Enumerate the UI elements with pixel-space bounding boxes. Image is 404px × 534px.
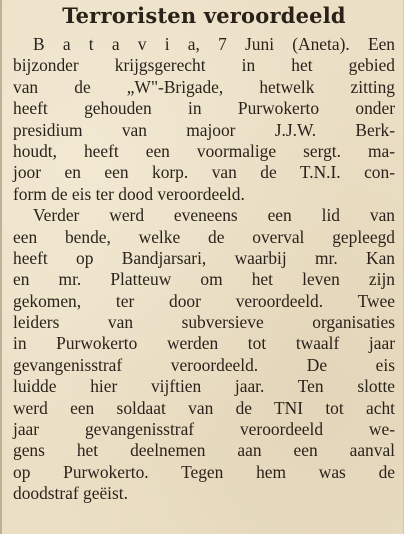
text-line: op Purwokerto. Tegen hem was de	[13, 461, 395, 482]
text-line: bijzonder krijgsgerecht in het gebied	[13, 55, 395, 76]
text-line: presidium van majoor J.J.W. Berk-	[13, 119, 395, 140]
text-line: heeft op Bandjarsari, waarbij mr. Kan	[13, 247, 395, 268]
paragraph-2	[13, 205, 395, 504]
text-line: leiders van subversieve organisaties	[13, 312, 395, 333]
text-line: houdt, heeft een voormalige sergt. ma-	[13, 140, 395, 161]
text-line: gens het deelnemen aan een aanval	[13, 440, 395, 461]
text-line: doodstraf geëist.	[13, 483, 128, 504]
text-line: Verder werd eveneens een lid van	[33, 205, 395, 226]
text-line: joor en een korp. van de T.N.I. con-	[13, 162, 395, 183]
text-line: heeft gehouden in Purwokerto onder	[13, 98, 395, 119]
text-line: in Purwokerto werden tot twaalf jaar	[13, 333, 395, 354]
text-line: B a t a v i a, 7 Juni (Aneta). Een	[33, 34, 395, 54]
article-body	[13, 34, 395, 505]
text-line: gevangenisstraf veroordeeld. De eis	[13, 354, 395, 375]
text-line: gekomen, ter door veroordeeld. Twee	[13, 290, 395, 311]
text-line: werd een soldaat van de TNI tot acht	[13, 397, 395, 418]
headline: Terroristen veroordeeld	[62, 3, 346, 28]
text-line: een bende, welke de overval gepleegd	[13, 226, 395, 247]
text-line: form de eis ter dood veroordeeld.	[13, 183, 245, 204]
paragraph-1	[13, 34, 395, 205]
text-line: luidde hier vijftien jaar. Ten slotte	[13, 376, 395, 397]
text-line: jaar gevangenisstraf veroordeeld we-	[13, 419, 395, 440]
text-line: van de „W"-Brigade, hetwelk zitting	[13, 76, 395, 97]
text-line: en mr. Platteuw om het leven zijn	[13, 269, 395, 290]
